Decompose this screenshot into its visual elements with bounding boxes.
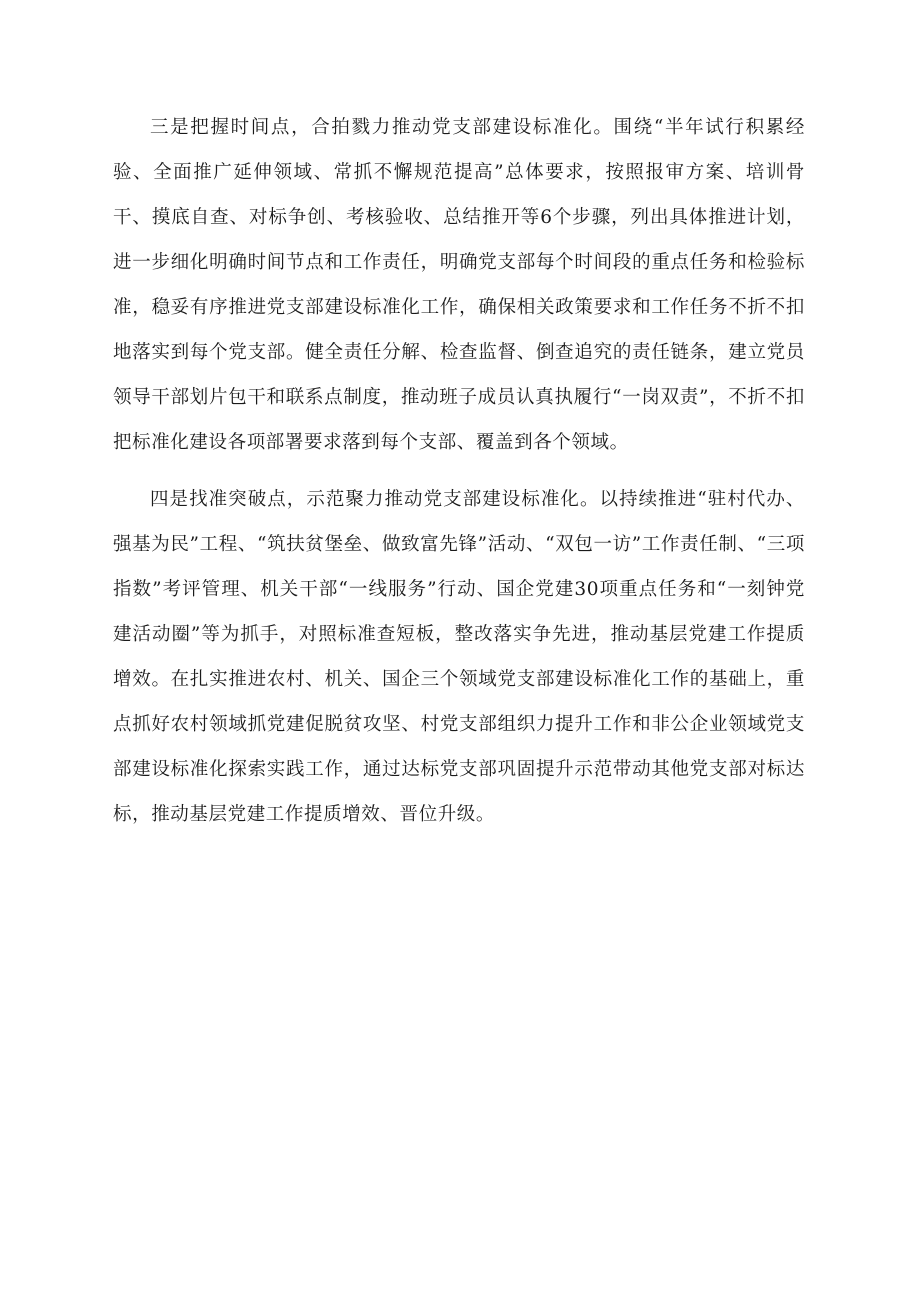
- paragraph-three-timing: 三是把握时间点，合拍戮力推动党支部建设标准化。围绕“半年试行积累经验、全面推广延伸领域、常抓不懈规范提高”总体要求，按照报审方案、培训骨干、摸底自查、对标争创、考核验收、总结推开等6个步骤，列出具体推进计划，进一步细化明确时间节点和工作责任，明确党支部每个时间段的重点任务和检验标准，稳妥有序推进党支部建设标准化工作，确保相关政策要求和工作任务不折不扣地落实到每个党支部。健全责任分解、检查监督、倒查追究的责任链条，建立党员领导干部划片包干和联系点制度，推动班子成员认真执履行“一岗双责”，不折不扣把标准化建设各项部署要求落到每个支部、覆盖到各个领域。: [113, 117, 805, 453]
- paragraph-four-breakthrough: 四是找准突破点，示范聚力推动党支部建设标准化。以持续推进“驻村代办、强基为民”工程、“筑扶贫堡垒、做致富先锋”活动、“双包一访”工作责任制、“三项指数”考评管理、机关干部“一线服务”行动、国企党建30项重点任务和“一刻钟党建活动圈”等为抓手，对照标准查短板，整改落实争先进，推动基层党建工作提质增效。在扎实推进农村、机关、国企三个领域党支部建设标准化工作的基础上，重点抓好农村领域抓党建促脱贫攻坚、村党支部组织力提升工作和非公企业领域党支部建设标准化探索实践工作，通过达标党支部巩固提升示范带动其他党支部对标达标，推动基层党建工作提质增效、晋位升级。: [113, 489, 805, 825]
- document-body: [113, 105, 805, 837]
